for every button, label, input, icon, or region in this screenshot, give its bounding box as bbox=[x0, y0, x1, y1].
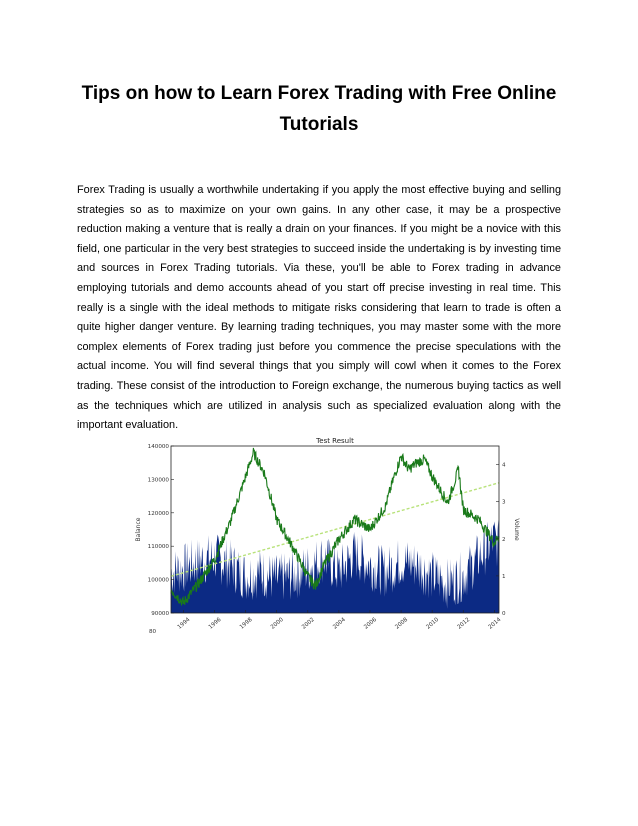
x-tick-label: 2010 bbox=[425, 616, 441, 631]
x-tick-label: 2014 bbox=[487, 616, 503, 631]
y-tick-label: 90000 bbox=[151, 611, 169, 617]
y2-tick-label: 0 bbox=[502, 611, 506, 617]
x-tick-label: 2006 bbox=[363, 616, 379, 631]
x-tick-label: 2012 bbox=[456, 616, 472, 631]
chart-svg bbox=[118, 433, 522, 633]
x-tick-label: 1998 bbox=[238, 616, 254, 631]
x-tick-label: 2000 bbox=[269, 616, 285, 631]
y2-tick-label: 4 bbox=[502, 462, 506, 469]
y2-tick-label: 1 bbox=[502, 573, 506, 580]
y-tick-label: 140000 bbox=[147, 444, 169, 450]
x-tick-label: 1994 bbox=[176, 616, 192, 631]
y-tick-label: 130000 bbox=[147, 477, 169, 484]
body-paragraph: Forex Trading is usually a worthwhile undertaking if you apply the most effective buying and selling strategies so as to maximize on your own gains. In any other case, it may be a prospective reduction making a venture that is really a drain on your finances. If you might be a novice with this field, one particular in the very best strategies to succeed inside the undertaking is by investing time and sources in Forex Trading tutorials. Via these, you'll be able to Forex trading in advance employing tutorials and demo accounts ahead of you start off precise investing in real time. This really is a single with the ideal methods to mitigate risks considering that learn to trade is often a quite higher danger venture. By learning trading techniques, you may master some with the more complex elements of Forex trading just before you commence the precise speculations with the actual income. You will find several things that you simply will cowl when it comes to the Forex trading. These consist of the introduction to Foreign exchange, the numerous buying tactics as well as the techniques which are utilized in analysis such as specialized evaluation along with the important evaluation. bbox=[77, 184, 561, 432]
x-tick-label: 1996 bbox=[207, 616, 223, 631]
x-tick-label: 2008 bbox=[394, 616, 410, 631]
y-tick-label: 120000 bbox=[147, 510, 169, 517]
x-tick-label: 2004 bbox=[332, 616, 347, 631]
y-axis-label: Balance bbox=[135, 517, 142, 542]
x-tick-label: 2002 bbox=[301, 616, 316, 631]
cut-off-tick-label: 80 bbox=[149, 629, 157, 633]
chart-title: Test Result bbox=[316, 437, 354, 445]
forex-chart-figure bbox=[118, 433, 522, 633]
y2-tick-label: 3 bbox=[502, 499, 506, 506]
y-tick-label: 110000 bbox=[147, 544, 169, 551]
y2-axis-label: Volume bbox=[513, 518, 520, 541]
page-title: Tips on how to Learn Forex Trading with Free Online Tutorials bbox=[81, 83, 557, 135]
y2-tick-label: 2 bbox=[502, 536, 506, 543]
y-tick-label: 100000 bbox=[147, 577, 169, 584]
